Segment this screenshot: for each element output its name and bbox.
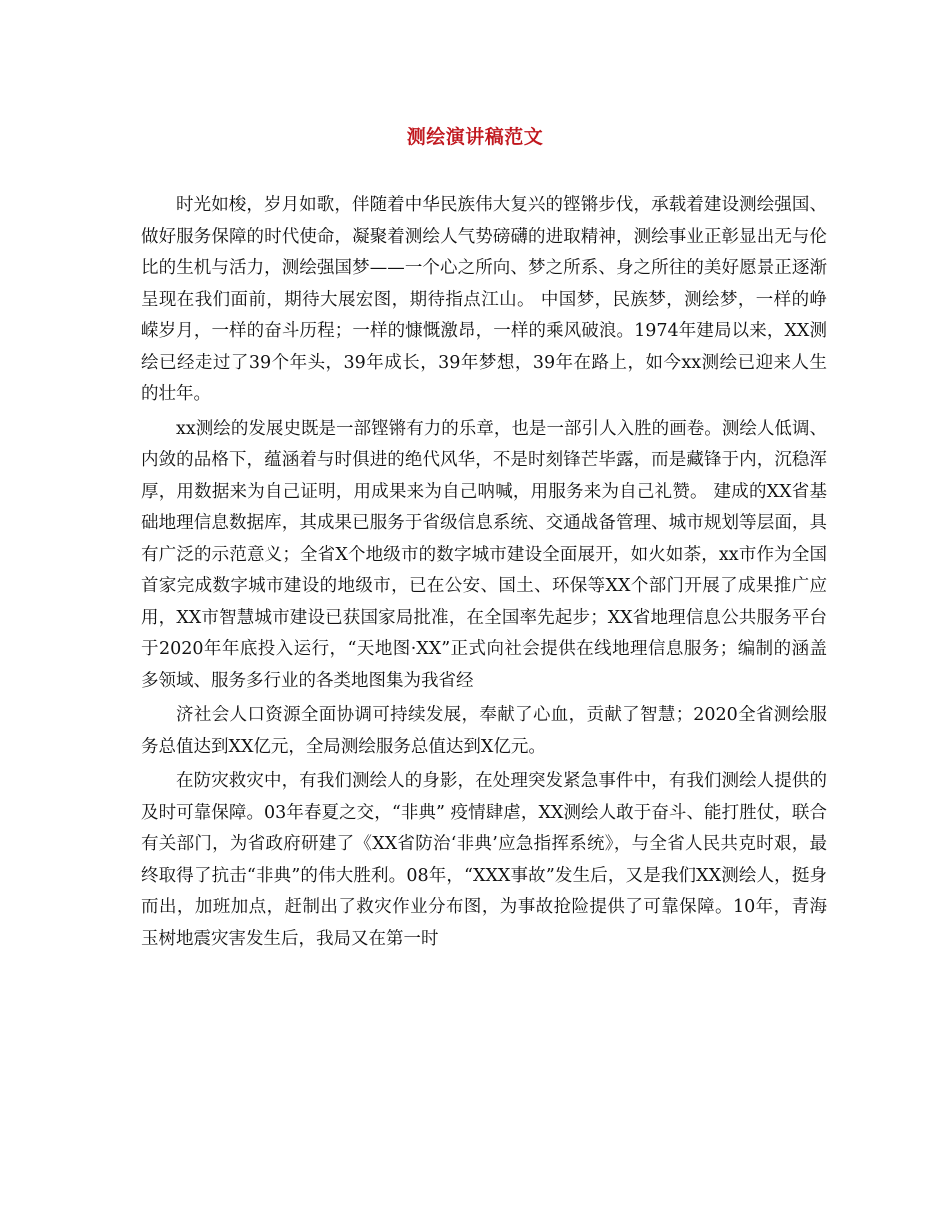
- document-title: 测绘演讲稿范文: [406, 126, 544, 148]
- paragraph: 时光如梭，岁月如歌，伴随着中华民族伟大复兴的铿锵步伐，承载着建设测绘强国、做好服务保障的时代使命，凝聚着测绘人气势磅礴的进取精神，测绘事业正彰显出无与伦比的生机与活力，测绘强国梦——一个心之所向、梦之所系、身之所往的美好愿景正逐渐呈现在我们面前，期待大展宏图，期待指点江山。 中国梦，民族梦，测绘梦，一样的峥嵘岁月，一样的奋斗历程；一样的慷慨激昂，一样的乘风破浪。1974年建局以来，XX测绘已经走过了39个年头，39年成长，39年梦想，39年在路上，如今xx测绘已迎来人生的壮年。: [141, 195, 827, 404]
- paragraph: 济社会人口资源全面协调可持续发展，奉献了心血，贡献了智慧；2020全省测绘服务总值达到XX亿元，全局测绘服务总值达到X亿元。: [141, 705, 827, 757]
- paragraph: 在防灾救灾中，有我们测绘人的身影，在处理突发紧急事件中，有我们测绘人提供的及时可靠保障。03年春夏之交，“非典” 疫情肆虐，XX测绘人敢于奋斗、能打胜仗，联合有关部门，为省政府研建了《XX省防治‘非典’应急指挥系统》，与全省人民共克时艰，最终取得了抗击“非典”的伟大胜利。08年，“XXX事故”发生后，又是我们XX测绘人，挺身而出，加班加点，赶制出了救灾作业分布图，为事故抢险提供了可靠保障。10年，青海玉树地震灾害发生后，我局又在第一时: [141, 771, 827, 949]
- document-body: [141, 190, 827, 958]
- paragraph: xx测绘的发展史既是一部铿锵有力的乐章，也是一部引人入胜的画卷。测绘人低调、内敛的品格下，蕴涵着与时俱进的绝代风华，不是时刻锋芒毕露，而是藏锋于内，沉稳浑厚，用数据来为自己证明，用成果来为自己呐喊，用服务来为自己礼赞。 建成的XX省基础地理信息数据库，其成果已服务于省级信息系统、交通战备管理、城市规划等层面，具有广泛的示范意义；全省X个地级市的数字城市建设全面展开，如火如荼，xx市作为全国首家完成数字城市建设的地级市，已在公安、国土、环保等XX个部门开展了成果推广应用，XX市智慧城市建设已获国家局批准，在全国率先起步；XX省地理信息公共服务平台于2020年年底投入运行，“天地图·XX”正式向社会提供在线地理信息服务；编制的涵盖多领域、服务多行业的各类地图集为我省经: [141, 418, 827, 691]
